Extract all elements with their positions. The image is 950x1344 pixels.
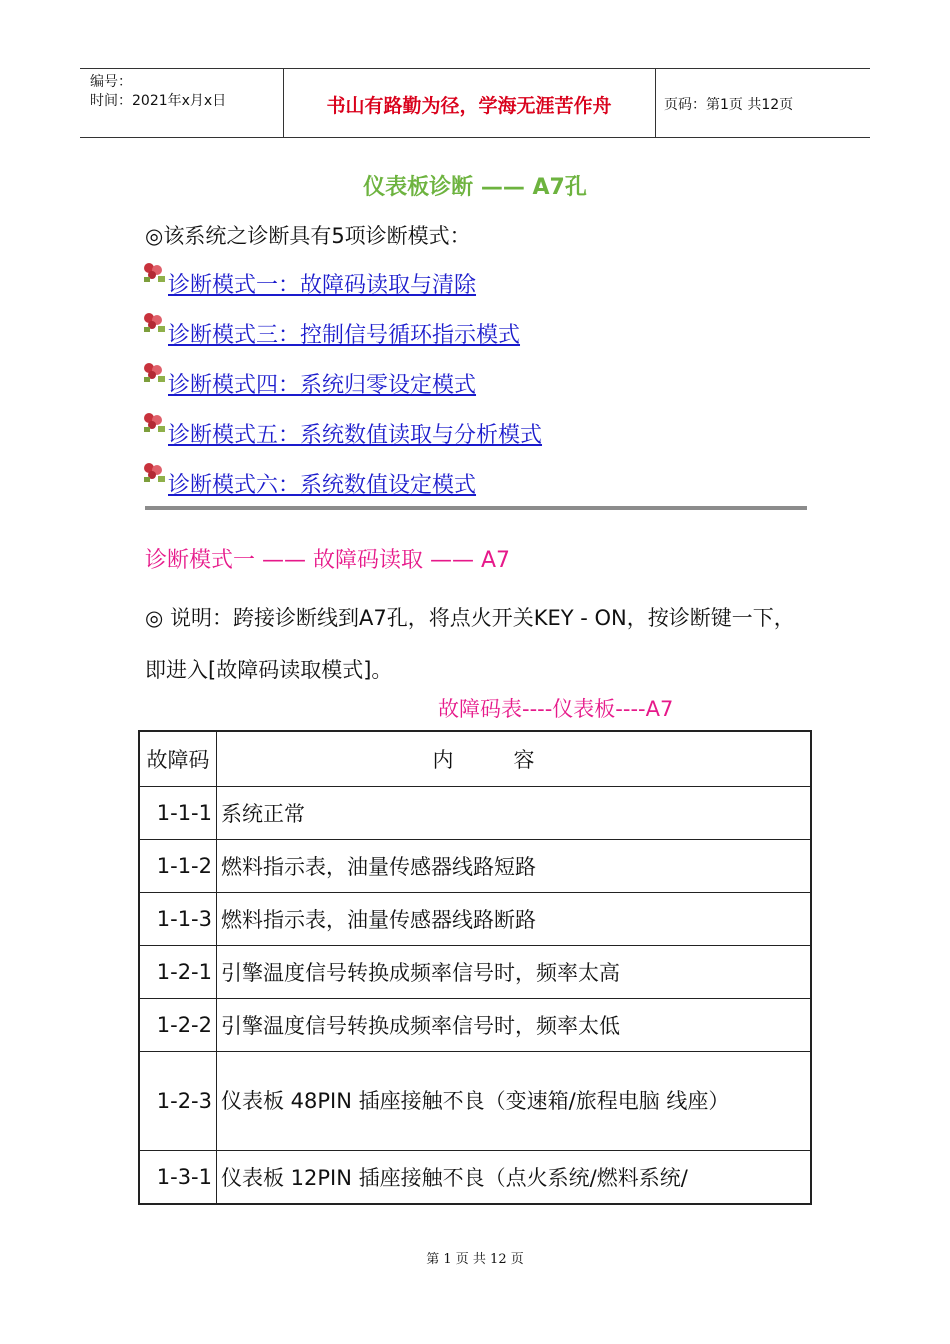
flower-bullet-icon bbox=[142, 262, 166, 284]
intro-text: ◎该系统之诊断具有5项诊断模式： bbox=[145, 224, 471, 248]
fault-code: 1-2-2 bbox=[139, 999, 217, 1052]
page-title: 仪表板诊断 —— A7孔 bbox=[363, 175, 587, 200]
horizontal-rule bbox=[145, 506, 807, 510]
header-content: 内容 bbox=[217, 731, 812, 787]
header-motto: 书山有路勤为径，学海无涯苦作舟 bbox=[326, 95, 612, 117]
fault-code: 1-1-2 bbox=[139, 840, 217, 893]
header-number-label: 编号： bbox=[90, 74, 132, 90]
mode-link-4[interactable]: 诊断模式四：系统归零设定模式 bbox=[168, 373, 477, 398]
table-row bbox=[139, 1151, 811, 1205]
flower-bullet-icon bbox=[142, 462, 166, 484]
table-header-row bbox=[139, 731, 811, 787]
table-row bbox=[139, 999, 811, 1052]
fault-content: 燃料指示表，油量传感器线路断路 bbox=[217, 893, 812, 946]
header-meta bbox=[90, 73, 226, 111]
table-row bbox=[139, 787, 811, 840]
mode-link-5[interactable]: 诊断模式五：系统数值读取与分析模式 bbox=[168, 423, 543, 448]
table-row bbox=[139, 840, 811, 893]
fault-code: 1-3-1 bbox=[139, 1151, 217, 1205]
document-header bbox=[80, 68, 870, 138]
mode-link-6[interactable]: 诊断模式六：系统数值设定模式 bbox=[168, 473, 477, 498]
header-code: 故障码 bbox=[139, 731, 217, 787]
flower-bullet-icon bbox=[142, 312, 166, 334]
flower-bullet-icon bbox=[142, 412, 166, 434]
table-row bbox=[139, 1052, 811, 1151]
fault-code: 1-1-3 bbox=[139, 893, 217, 946]
table-caption: 故障码表----仪表板----A7 bbox=[438, 697, 674, 721]
table-row bbox=[139, 946, 811, 999]
mode-link-1[interactable]: 诊断模式一：故障码读取与清除 bbox=[168, 273, 477, 298]
fault-content: 引擎温度信号转换成频率信号时，频率太高 bbox=[217, 946, 812, 999]
flower-bullet-icon bbox=[142, 362, 166, 384]
mode-link-3[interactable]: 诊断模式三：控制信号循环指示模式 bbox=[168, 323, 521, 348]
fault-content: 引擎温度信号转换成频率信号时，频率太低 bbox=[217, 999, 812, 1052]
header-time-label: 时间：2021年x月x日 bbox=[90, 93, 227, 109]
description-paragraph: ◎ 说明：跨接诊断线到A7孔，将点火开关KEY - ON，按诊断键一下，即进入[故障码读取模式]。 bbox=[145, 606, 795, 682]
header-page-label: 页码：第1页 共12页 bbox=[664, 97, 794, 113]
fault-code: 1-2-1 bbox=[139, 946, 217, 999]
table-row bbox=[139, 893, 811, 946]
header-divider bbox=[655, 69, 656, 137]
fault-code: 1-2-3 bbox=[139, 1052, 217, 1151]
fault-content: 系统正常 bbox=[217, 787, 812, 840]
fault-content: 仪表板 12PIN 插座接触不良（点火系统/燃料系统/ bbox=[217, 1151, 812, 1205]
section-title: 诊断模式一 —— 故障码读取 —— A7 bbox=[145, 548, 511, 573]
page-footer: 第 1 页 共 12 页 bbox=[426, 1252, 524, 1267]
fault-content: 燃料指示表，油量传感器线路短路 bbox=[217, 840, 812, 893]
fault-code-table bbox=[138, 730, 812, 1205]
fault-content: 仪表板 48PIN 插座接触不良（变速箱/旅程电脑 线座） bbox=[217, 1052, 812, 1151]
fault-code: 1-1-1 bbox=[139, 787, 217, 840]
